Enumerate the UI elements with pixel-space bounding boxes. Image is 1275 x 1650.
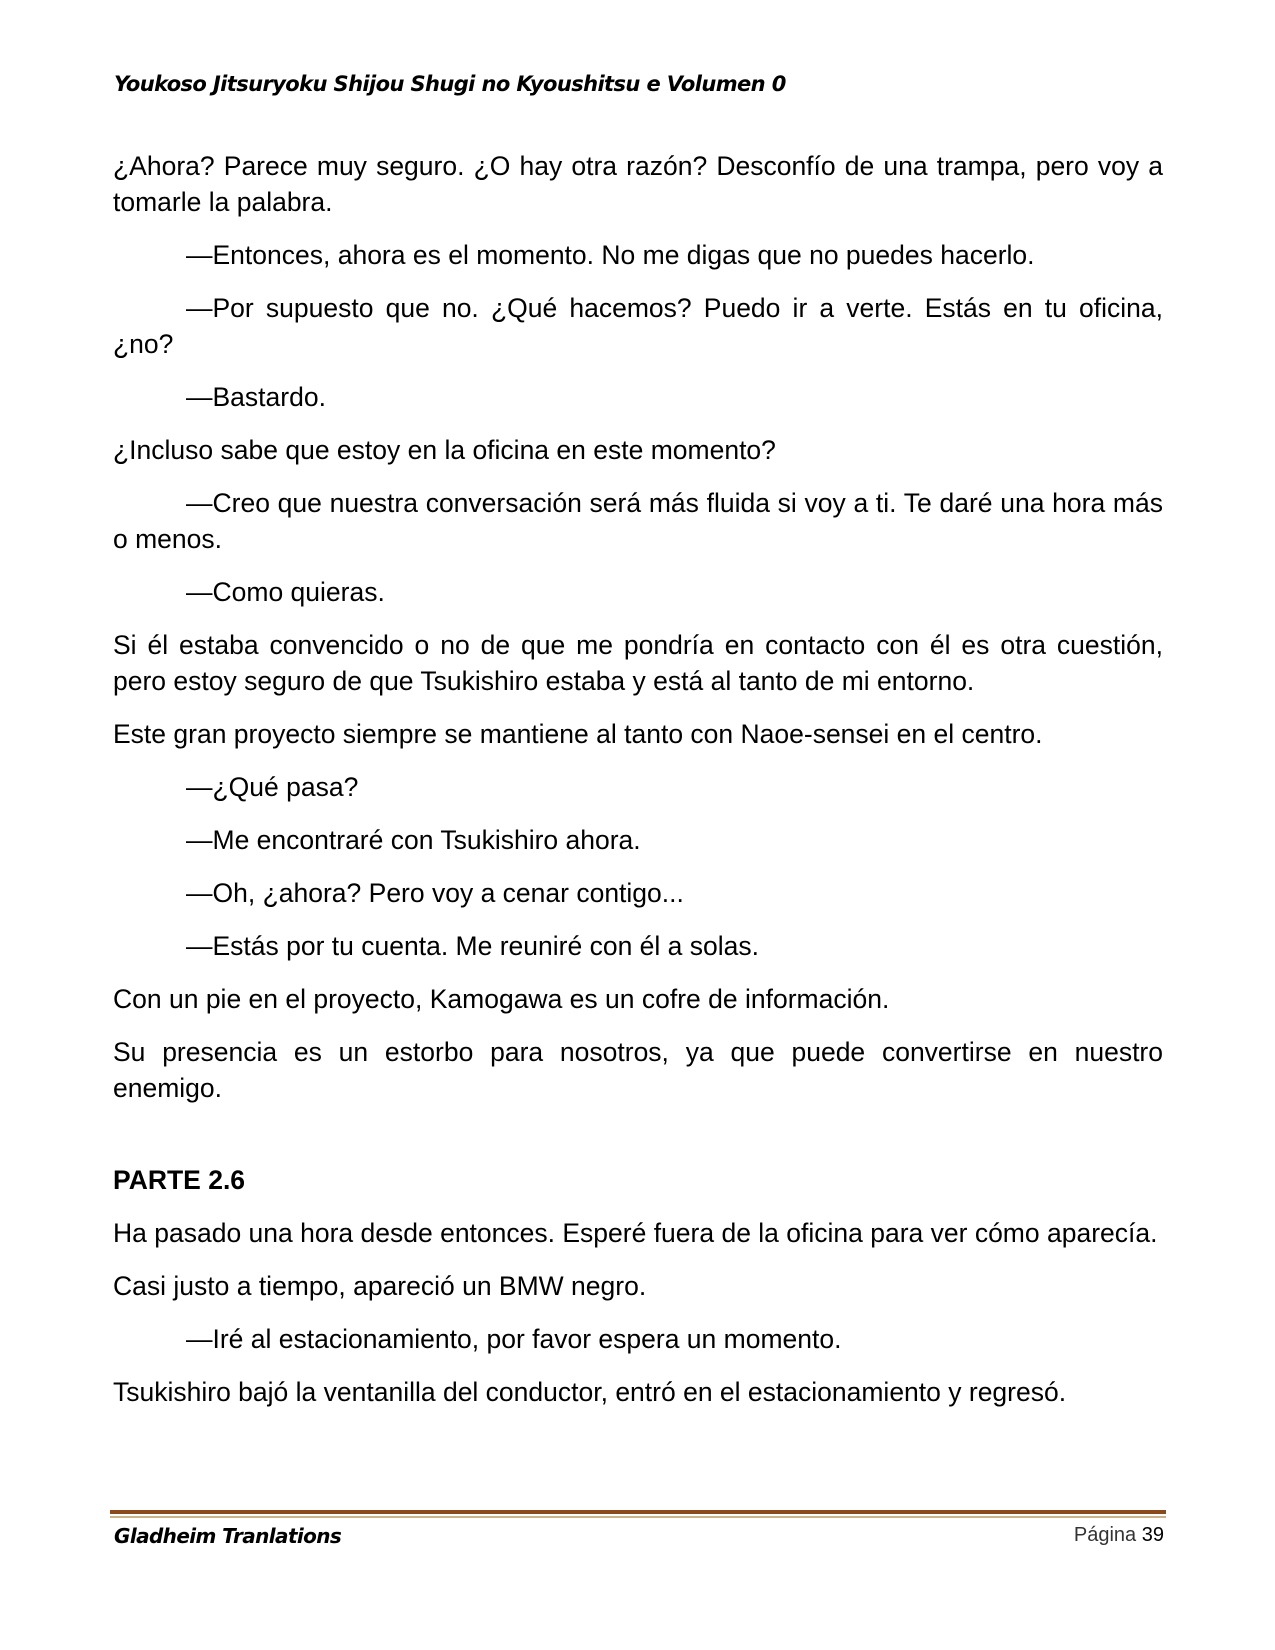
running-header: Youkoso Jitsuryoku Shijou Shugi no Kyoushitsu e Volumen 0: [114, 72, 786, 96]
footer-rule-secondary: [110, 1516, 1166, 1518]
paragraph: ¿Ahora? Parece muy seguro. ¿O hay otra razón? Desconfío de una trampa, pero voy a tomarle la palabra.: [113, 151, 1163, 217]
paragraph: Con un pie en el proyecto, Kamogawa es un cofre de información.: [113, 984, 890, 1014]
page-label: Página: [1073, 1524, 1137, 1546]
page-number: [1074, 1524, 1164, 1547]
dialogue-line: —Me encontraré con Tsukishiro ahora.: [186, 825, 641, 855]
footer-publisher: Gladheim Tranlations: [114, 1524, 342, 1548]
dialogue-line: —Creo que nuestra conversación será más fluida si voy a ti. Te daré una hora más o menos.: [113, 488, 1163, 554]
paragraph: ¿Incluso sabe que estoy en la oficina en este momento?: [113, 435, 776, 465]
paragraph: Este gran proyecto siempre se mantiene al tanto con Naoe-sensei en el centro.: [113, 719, 1043, 749]
dialogue-line: —Estás por tu cuenta. Me reuniré con él a solas.: [186, 931, 759, 961]
paragraph: Si él estaba convencido o no de que me pondría en contacto con él es otra cuestión, pero estoy seguro de que Tsukishiro estaba y está al tanto de mi entorno.: [113, 630, 1163, 696]
paragraph: Ha pasado una hora desde entonces. Esperé fuera de la oficina para ver cómo aparecía.: [113, 1218, 1158, 1248]
paragraph: Tsukishiro bajó la ventanilla del conductor, entró en el estacionamiento y regresó.: [113, 1377, 1067, 1407]
dialogue-line: —Iré al estacionamiento, por favor espera un momento.: [186, 1324, 842, 1354]
section-heading: PARTE 2.6: [113, 1165, 246, 1195]
footer-rule: [110, 1510, 1166, 1514]
paragraph: Casi justo a tiempo, apareció un BMW negro.: [113, 1271, 647, 1301]
page-body: [113, 148, 1163, 1427]
dialogue-line: —¿Qué pasa?: [186, 772, 359, 802]
dialogue-line: —Entonces, ahora es el momento. No me digas que no puedes hacerlo.: [186, 240, 1035, 270]
dialogue-line: —Bastardo.: [186, 382, 326, 412]
dialogue-line: —Por supuesto que no. ¿Qué hacemos? Puedo ir a verte. Estás en tu oficina, ¿no?: [113, 293, 1163, 359]
dialogue-line: —Como quieras.: [186, 577, 385, 607]
page-number-value: 39: [1141, 1524, 1164, 1546]
paragraph: Su presencia es un estorbo para nosotros, ya que puede convertirse en nuestro enemigo.: [113, 1037, 1163, 1103]
dialogue-line: —Oh, ¿ahora? Pero voy a cenar contigo...: [186, 878, 684, 908]
